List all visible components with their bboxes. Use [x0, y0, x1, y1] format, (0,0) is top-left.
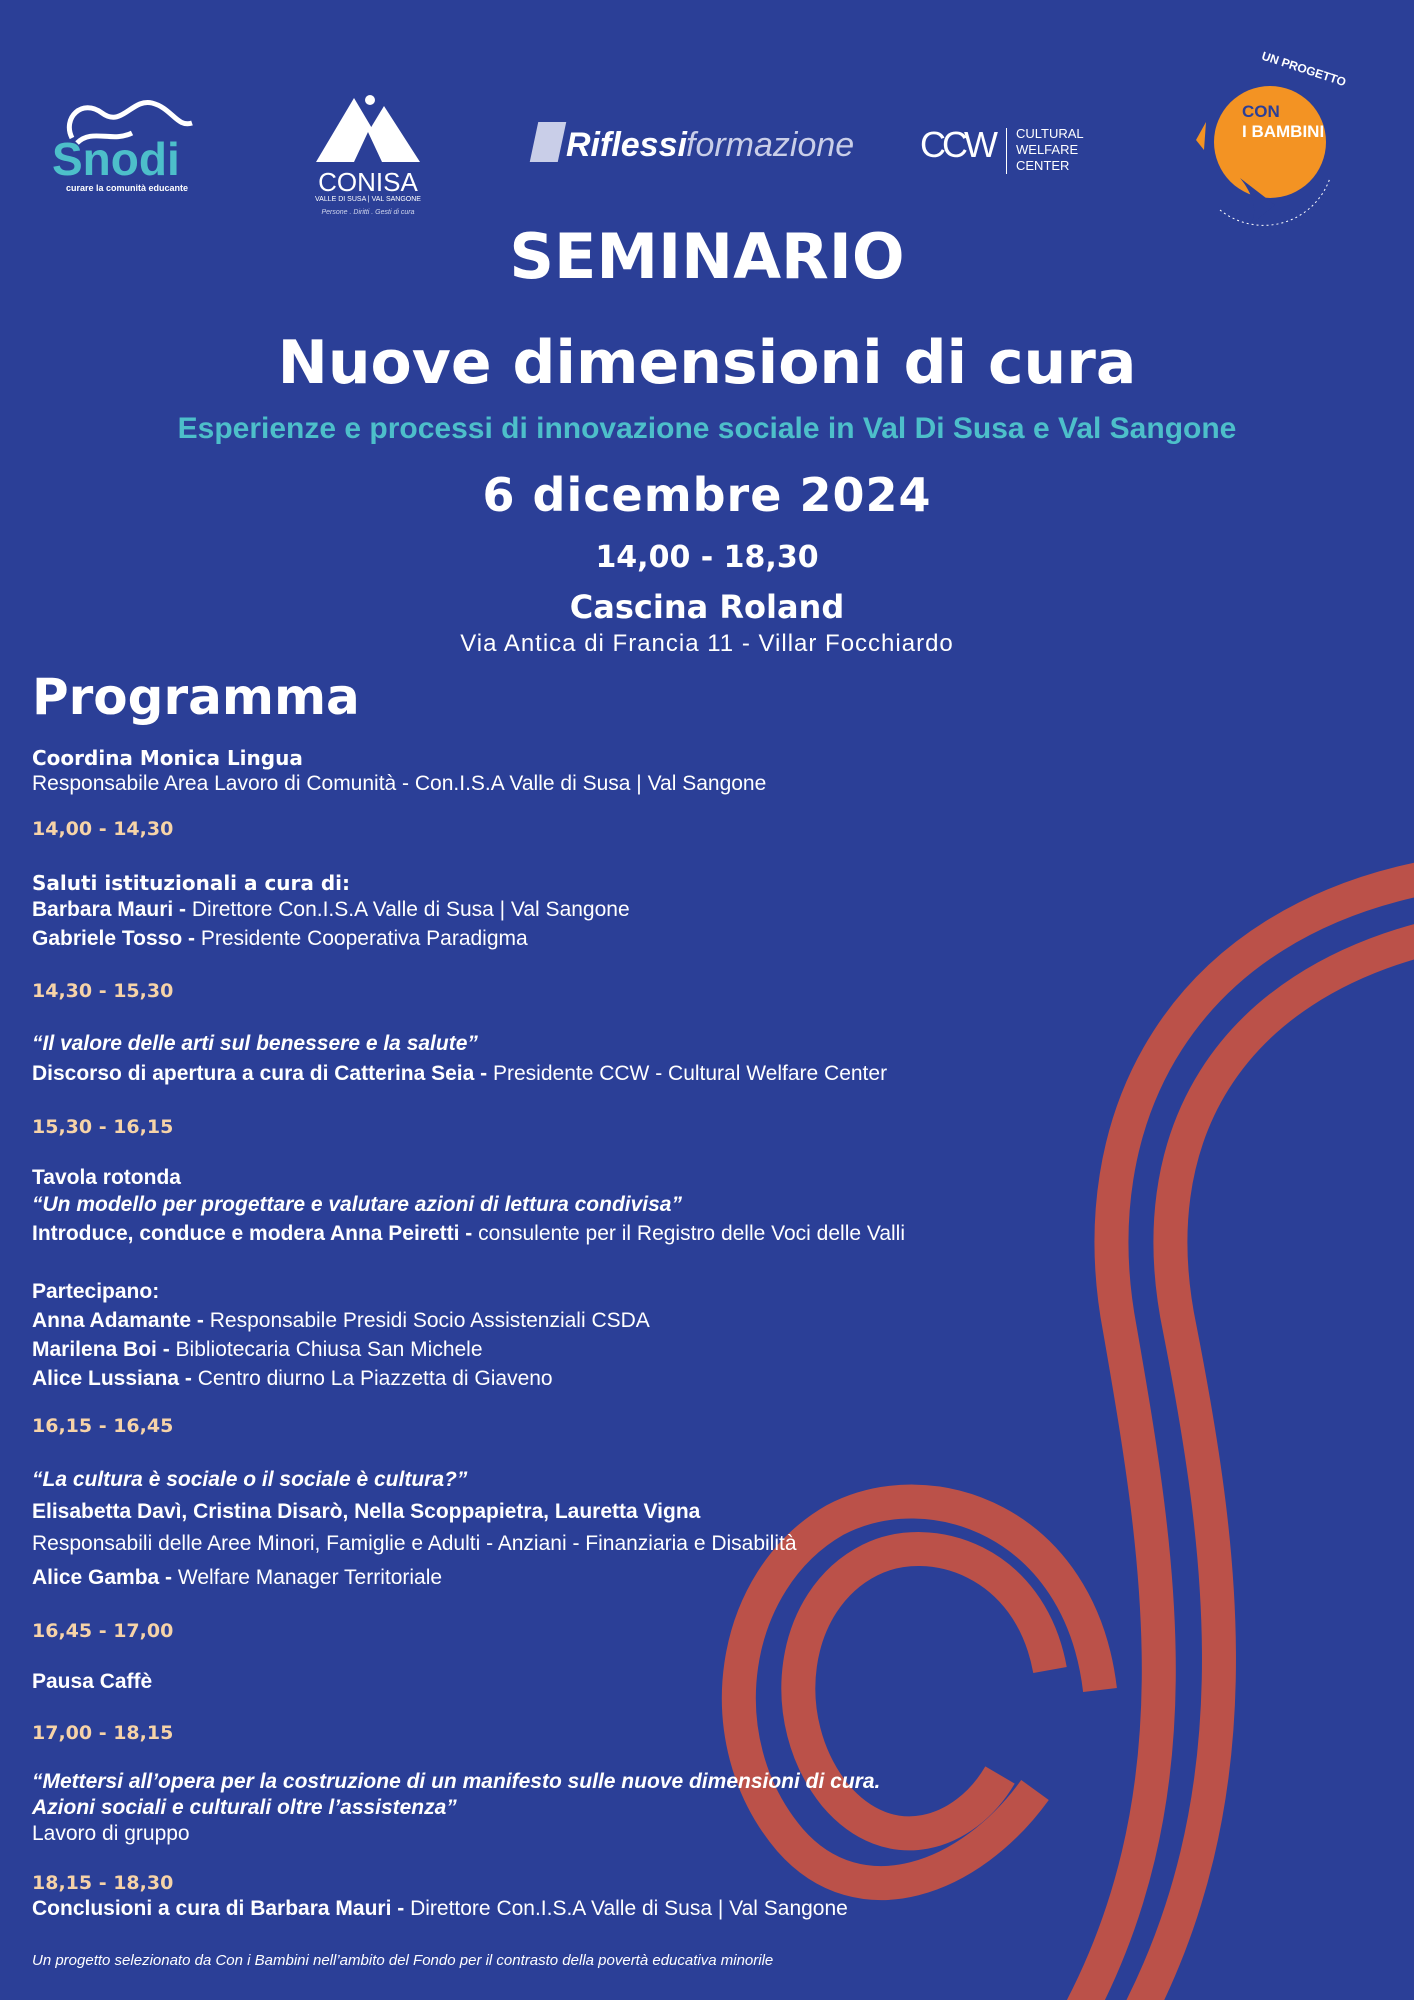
riflessi-logo	[530, 118, 855, 168]
program-heading: Programma	[32, 668, 360, 726]
conisa-tagline: Persone . Diritti . Gesti di cura	[321, 209, 415, 216]
session-3-participant-1	[32, 1309, 650, 1333]
session-3-participant-3	[32, 1367, 553, 1391]
footer-note: Un progetto selezionato da Con i Bambini nell’ambito del Fondo per il contrasto della povertà educativa minorile	[32, 1952, 774, 1969]
conisa-name: CONISA	[318, 167, 418, 197]
speaker-name: Barbara Mauri -	[32, 898, 187, 921]
session-2-time: 14,30 - 15,30	[32, 980, 174, 1002]
conibambini-logo	[1180, 48, 1355, 235]
speaker-role: Bibliotecaria Chiusa San Michele	[169, 1338, 483, 1361]
speaker-role: Welfare Manager Territoriale	[172, 1566, 443, 1589]
conibambini-badge-icon	[1180, 60, 1355, 235]
session-1-time: 14,00 - 14,30	[32, 818, 174, 840]
session-4-names-role: Responsabili delle Aree Minori, Famiglie e Adulti - Anziani - Finanziaria e Disabilità	[32, 1532, 797, 1555]
session-4-quote: “La cultura è sociale o il sociale è cultura?”	[32, 1468, 468, 1491]
event-venue: Cascina Roland	[569, 588, 845, 626]
session-2-quote: “Il valore delle arti sul benessere e la salute”	[32, 1032, 478, 1055]
session-3-moderator	[32, 1222, 905, 1246]
session-3-quote: “Un modello per progettare e valutare azioni di lettura condivisa”	[32, 1193, 682, 1216]
session-3-title: Tavola rotonda	[32, 1166, 181, 1189]
session-6-time: 17,00 - 18,15	[32, 1722, 174, 1744]
session-7-time: 18,15 - 18,30	[32, 1872, 174, 1894]
speaker-name: Conclusioni a cura di Barbara Mauri -	[32, 1897, 405, 1920]
page-title: Nuove dimensioni di cura	[277, 328, 1137, 398]
session-4-time: 16,15 - 16,45	[32, 1415, 174, 1437]
speaker-role: consulente per il Registro delle Voci delle Valli	[472, 1222, 905, 1245]
ccw-mark: CCW	[920, 124, 994, 165]
speaker-name: Alice Gamba -	[32, 1566, 173, 1589]
ccw-line1: CULTURAL	[1016, 126, 1084, 141]
snodi-logo	[52, 88, 212, 198]
session-6-quote-line2: Azioni sociali e culturali oltre l’assistenza”	[32, 1796, 457, 1819]
speaker-name: Gabriele Tosso -	[32, 927, 195, 950]
session-1-speaker-2	[32, 927, 528, 951]
ccw-logo	[920, 124, 1100, 184]
session-6-quote-line1: “Mettersi all’opera per la costruzione di un manifesto sulle nuove dimensioni di cura.	[32, 1770, 881, 1793]
conibambini-line1: CON	[1242, 102, 1280, 121]
page-subtitle: Esperienze e processi di innovazione sociale in Val Di Susa e Val Sangone	[177, 412, 1237, 445]
snodi-name: Snodi	[52, 133, 180, 185]
riflessi-mark-icon	[530, 122, 567, 162]
riflessi-name: Riflessi	[566, 126, 687, 164]
conibambini-top: UN PROGETTO	[1259, 48, 1348, 90]
session-5-title: Pausa Caffè	[32, 1670, 153, 1693]
speaker-role: Direttore Con.I.S.A Valle di Susa | Val Sangone	[404, 1897, 848, 1920]
session-1-speaker-1	[32, 898, 630, 922]
coordinator-name: Coordina Monica Lingua	[32, 746, 303, 770]
session-6-note: Lavoro di gruppo	[32, 1822, 190, 1845]
speaker-name: Introduce, conduce e modera Anna Peiretti -	[32, 1222, 473, 1245]
event-address: Via Antica di Francia 11 - Villar Focchiardo	[460, 630, 954, 657]
conisa-mountain-icon	[312, 92, 424, 164]
session-3-participant-2	[32, 1338, 483, 1362]
ccw-line3: CENTER	[1016, 158, 1070, 173]
coordinator-role: Responsabile Area Lavoro di Comunità - Con.I.S.A Valle di Susa | Val Sangone	[32, 772, 767, 795]
riflessi-word: formazione	[686, 126, 855, 164]
ccw-line2: WELFARE	[1016, 142, 1079, 157]
speaker-name: Discorso di apertura a cura di Catterina Seia -	[32, 1062, 488, 1085]
speaker-role: Presidente Cooperativa Paradigma	[195, 927, 528, 950]
speaker-role: Responsabile Presidi Socio Assistenziali CSDA	[203, 1309, 650, 1332]
conisa-logo	[308, 92, 428, 222]
session-3-time: 15,30 - 16,15	[32, 1116, 174, 1138]
seminar-kicker: SEMINARIO	[509, 220, 905, 293]
session-2-speaker	[32, 1062, 887, 1086]
session-5-time: 16,45 - 17,00	[32, 1620, 174, 1642]
speaker-role: Centro diurno La Piazzetta di Giaveno	[191, 1367, 553, 1390]
session-7-speaker	[32, 1897, 848, 1921]
swirl-band-inner	[1130, 935, 1414, 2000]
session-4-names: Elisabetta Davì, Cristina Disarò, Nella Scoppapietra, Lauretta Vigna	[32, 1500, 701, 1523]
speaker-name: Anna Adamante -	[32, 1309, 204, 1332]
session-1-title: Saluti istituzionali a cura di:	[32, 871, 351, 895]
speaker-role: Direttore Con.I.S.A Valle di Susa | Val Sangone	[186, 898, 630, 921]
ccw-divider	[1006, 128, 1007, 174]
event-date: 6 dicembre 2024	[482, 468, 932, 522]
speaker-name: Alice Lussiana -	[32, 1367, 192, 1390]
session-3-participants-label: Partecipano:	[32, 1280, 160, 1303]
snodi-tagline: curare la comunità educante	[66, 183, 189, 193]
event-hours: 14,00 - 18,30	[595, 540, 819, 575]
speaker-role: Presidente CCW - Cultural Welfare Center	[487, 1062, 888, 1085]
conisa-sub: VALLE DI SUSA | VAL SANGONE	[315, 196, 421, 203]
conibambini-line2: I BAMBINI	[1242, 122, 1325, 141]
session-4-speaker	[32, 1566, 442, 1590]
speaker-name: Marilena Boi -	[32, 1338, 170, 1361]
ccw-text	[1016, 126, 1084, 174]
